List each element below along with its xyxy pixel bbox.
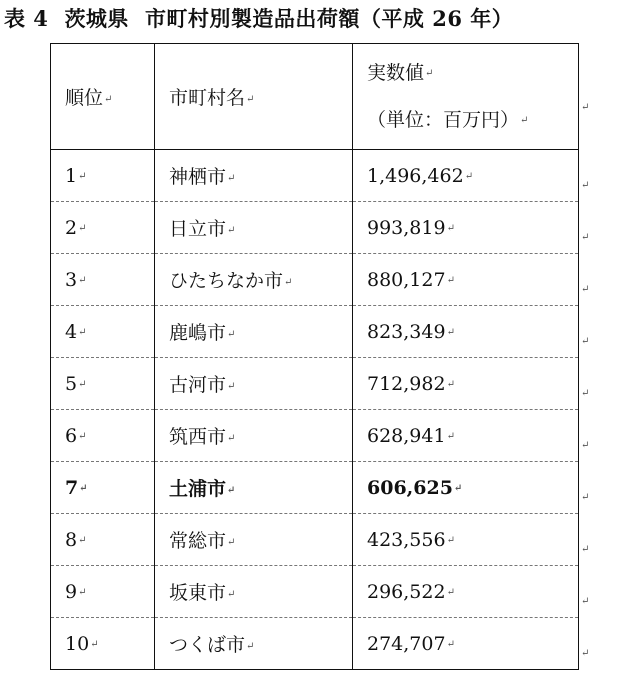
rank-text: 3 [65,268,78,291]
value-text: 423,556 [367,528,446,551]
header-value-unit: （単位：百万円） [367,108,520,131]
paragraph-mark-icon: ↵ [78,275,87,286]
paragraph-mark-icon: ↵ [78,431,87,442]
table-row [51,202,579,254]
paragraph-mark-icon: ↵ [78,379,87,390]
value-cell [353,566,579,618]
paragraph-mark-icon: ↵ [446,223,455,234]
rank-text: 5 [65,372,78,395]
value-text: 1,496,462 [367,164,464,187]
rank-text: 8 [65,528,78,551]
rank-text: 6 [65,424,78,447]
paragraph-mark-icon: ↵ [446,587,455,598]
value-cell [353,618,579,670]
paragraph-mark-icon: ↵ [284,276,293,288]
paragraph-mark-icon: ↵ [227,224,236,236]
paragraph-mark-icon: ↵ [104,93,113,105]
paragraph-mark-icon: ↵ [446,535,455,546]
municipality-text: 土浦市 [169,478,227,500]
paragraph-mark-icon: ↵ [446,379,455,390]
municipality-cell [155,618,353,670]
value-text: 296,522 [367,580,446,603]
row-end-mark-icon: ↵ [581,284,590,295]
value-text: 274,707 [367,632,446,655]
paragraph-mark-icon: ↵ [453,483,463,494]
table-number: 表 4 [4,6,49,31]
table-row [51,358,579,410]
row-end-mark-icon: ↵ [581,232,590,243]
rank-cell [51,462,155,514]
municipality-cell [155,150,353,202]
rank-cell [51,618,155,670]
row-end-mark-icon: ↵ [581,544,590,555]
rank-cell [51,202,155,254]
municipality-cell [155,410,353,462]
paragraph-mark-icon: ↵ [227,172,236,184]
table-row [51,306,579,358]
header-rank-cell [51,44,155,150]
value-text: 823,349 [367,320,446,343]
value-cell [353,462,579,514]
value-cell [353,254,579,306]
paragraph-mark-icon: ↵ [78,535,87,546]
municipality-cell [155,254,353,306]
municipality-cell [155,358,353,410]
value-text: 628,941 [367,424,446,447]
header-rank: 順位 [65,87,104,109]
row-end-mark-icon: ↵ [581,492,590,503]
paragraph-mark-icon: ↵ [227,536,236,548]
header-value-cell [353,44,579,150]
paragraph-mark-icon: ↵ [227,380,236,392]
rank-cell [51,358,155,410]
value-cell [353,514,579,566]
municipality-text: 鹿嶋市 [169,322,227,344]
rank-cell [51,306,155,358]
rank-text: 9 [65,580,78,603]
header-name: 市町村名 [169,87,246,109]
row-end-mark-icon: ↵ [581,596,590,607]
value-cell [353,306,579,358]
row-end-mark-icon: ↵ [581,102,590,113]
municipality-cell [155,514,353,566]
paragraph-mark-icon: ↵ [520,114,529,126]
table-row [51,254,579,306]
paragraph-mark-icon: ↵ [446,327,455,338]
row-end-mark-icon: ↵ [581,440,590,451]
paragraph-mark-icon: ↵ [78,223,87,234]
paragraph-mark-icon: ↵ [246,640,255,652]
paragraph-mark-icon: ↵ [227,484,236,496]
paragraph-mark-icon: ↵ [78,171,87,182]
value-cell [353,410,579,462]
header-name-cell [155,44,353,150]
header-value: 実数値 [367,61,425,84]
row-end-mark-icon: ↵ [581,388,590,399]
rank-text: 1 [65,164,78,187]
municipality-cell [155,566,353,618]
table-row [51,410,579,462]
paragraph-mark-icon: ↵ [464,171,474,182]
paragraph-mark-icon: ↵ [446,431,455,442]
paragraph-mark-icon: ↵ [446,639,455,650]
table-header-row [51,44,579,150]
value-cell [353,358,579,410]
paragraph-mark-icon: ↵ [78,327,87,338]
paragraph-mark-icon: ↵ [79,483,88,494]
row-end-mark-icon: ↵ [581,648,590,659]
paragraph-mark-icon: ↵ [227,588,236,600]
municipality-text: 常総市 [169,530,227,552]
table-row [51,618,579,670]
value-text: 606,625 [367,476,453,499]
value-cell [353,150,579,202]
row-end-mark-icon: ↵ [581,180,590,191]
rank-cell [51,566,155,618]
rank-text: 2 [65,216,78,239]
municipality-cell [155,202,353,254]
rank-text: 10 [65,632,90,655]
table-row [51,150,579,202]
municipality-text: 古河市 [169,374,227,396]
municipality-cell [155,462,353,514]
paragraph-mark-icon: ↵ [246,93,255,105]
table-row [51,514,579,566]
rank-text: 7 [65,476,79,499]
paragraph-mark-icon: ↵ [425,67,434,79]
municipality-text: 筑西市 [169,426,227,448]
table-row [51,566,579,618]
municipality-text: 日立市 [169,218,227,240]
paragraph-mark-icon: ↵ [446,275,455,286]
table-title [4,2,640,36]
municipality-cell [155,306,353,358]
rank-cell [51,150,155,202]
rank-cell [51,514,155,566]
row-end-mark-icon: ↵ [581,336,590,347]
rank-cell [51,410,155,462]
municipality-text: つくば市 [169,634,246,656]
municipality-text: ひたちなか市 [169,270,284,292]
table-row [51,462,579,514]
value-cell [353,202,579,254]
paragraph-mark-icon: ↵ [227,432,236,444]
shipment-table [50,43,579,670]
table-caption: 市町村別製造品出荷額（平成 26 年） [144,6,514,31]
value-text: 712,982 [367,372,446,395]
paragraph-mark-icon: ↵ [227,328,236,340]
municipality-text: 神栖市 [169,166,227,188]
municipality-text: 坂東市 [169,582,227,604]
value-text: 993,819 [367,216,446,239]
prefecture-name: 茨城県 [64,6,129,31]
paragraph-mark-icon: ↵ [90,639,99,650]
rank-text: 4 [65,320,78,343]
rank-cell [51,254,155,306]
value-text: 880,127 [367,268,446,291]
paragraph-mark-icon: ↵ [78,587,87,598]
